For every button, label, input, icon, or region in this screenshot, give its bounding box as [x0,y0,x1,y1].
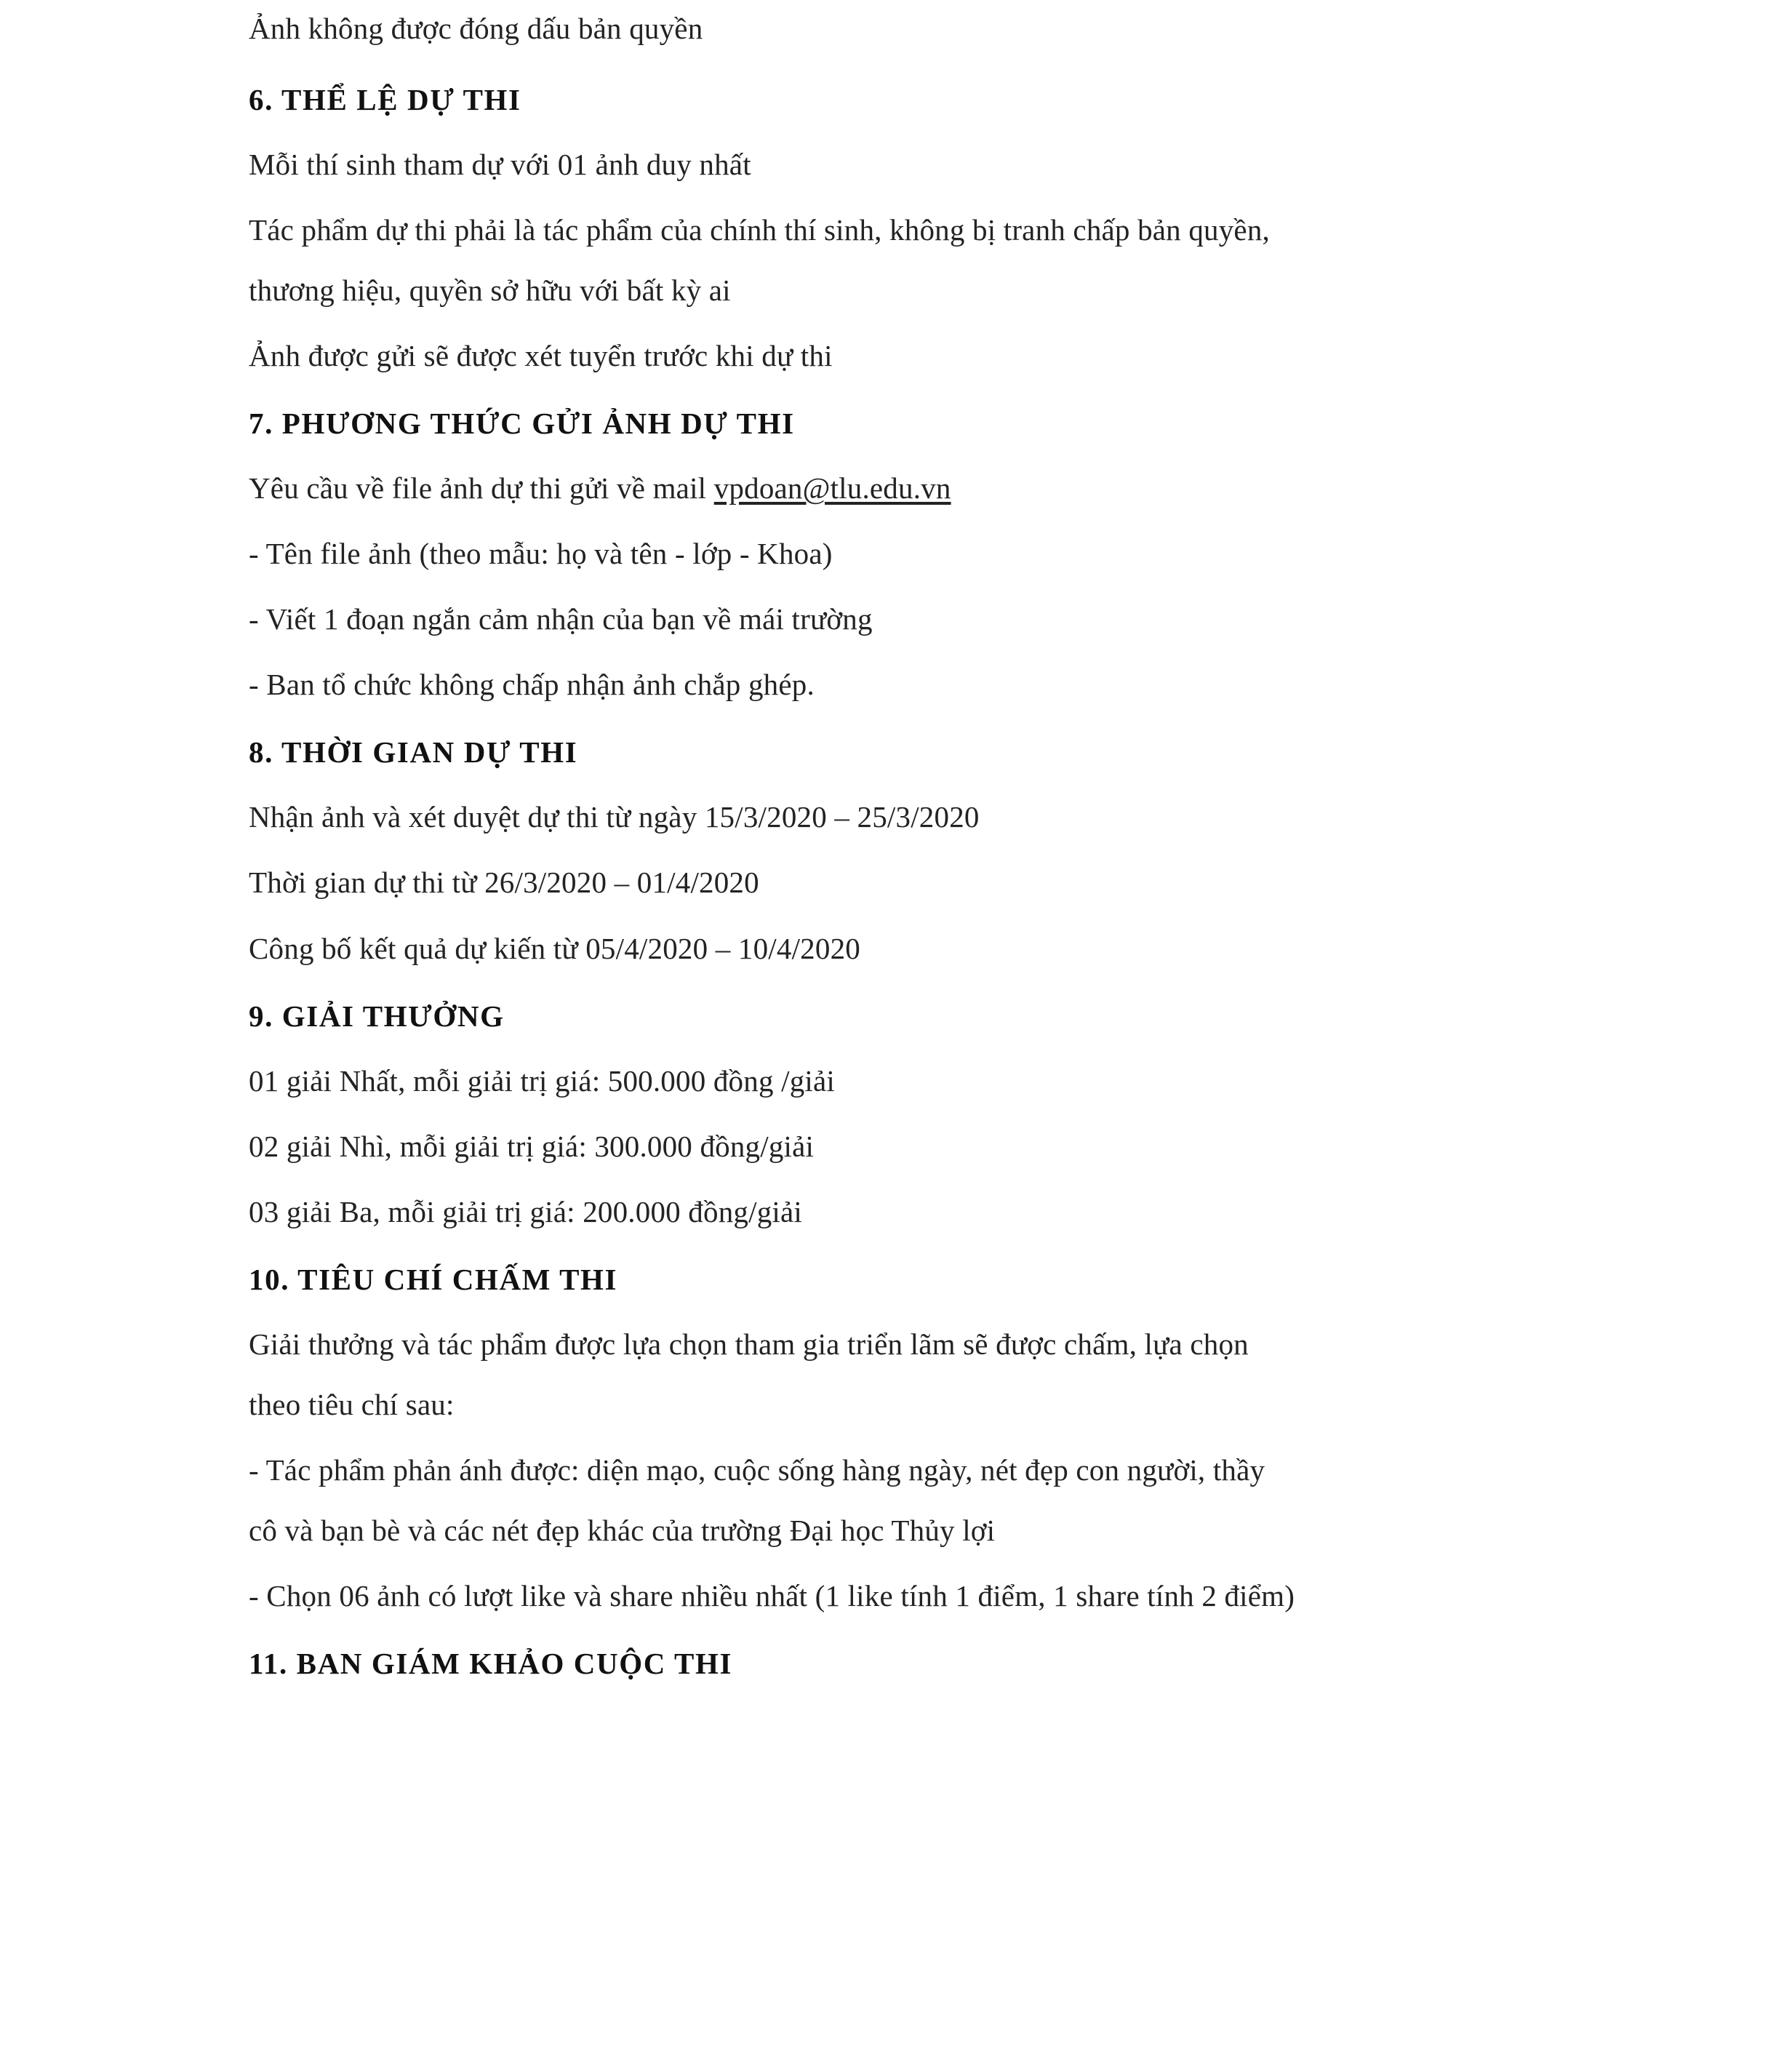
paragraph [240,538,1683,570]
paragraph [240,604,1683,635]
paragraph-line: thương hiệu, quyền sở hữu với bất kỳ ai [249,273,731,308]
paragraph [240,669,1683,700]
paragraph [240,340,1683,372]
section-heading-9: 9. GIẢI THƯỞNG [249,999,505,1033]
paragraph [240,1131,1683,1162]
section-heading-7: 7. PHƯƠNG THỨC GỬI ẢNH DỰ THI [249,407,795,441]
paragraph-line: - Tác phẩm phản ánh được: diện mạo, cuộc sống hàng ngày, nét đẹp con người, thầy [249,1452,1265,1487]
paragraph [240,215,1683,306]
paragraph-line: - Ban tổ chức không chấp nhận ảnh chắp ghép. [249,668,815,702]
paragraph-line: Giải thưởng và tác phẩm được lựa chọn tham gia triển lãm sẽ được chấm, lựa chọn [249,1327,1249,1361]
paragraph [240,802,1683,833]
paragraph-line: 02 giải Nhì, mỗi giải trị giá: 300.000 đồng/giải [249,1129,815,1163]
paragraph [240,1063,1683,1098]
paragraph-line: - Tên file ảnh (theo mẫu: họ và tên - lớp - Khoa) [249,537,833,571]
paragraph [240,149,1683,180]
paragraph-line: 01 giải Nhất, mỗi giải trị giá: 500.000 đồng /giải [249,1063,835,1098]
paragraph-line: - Chọn 06 ảnh có lượt like và share nhiều nhất (1 like tính 1 điểm, 1 share tính 2 điểm) [249,1578,1295,1613]
paragraph-line: - Viết 1 đoạn ngắn cảm nhận của bạn về mái trường [249,602,873,636]
mail-instruction-text: Yêu cầu về file ảnh dự thi gửi về mail [249,471,714,505]
paragraph [240,1578,1683,1613]
paragraph-line: Ảnh được gửi sẽ được xét tuyển trước khi dự thi [249,339,833,373]
paragraph-line: cô và bạn bè và các nét đẹp khác của trường Đại học Thủy lợi [249,1513,996,1547]
paragraph-line: Công bố kết quả dự kiến từ 05/4/2020 – 10/4/2020 [249,931,860,965]
paragraph [240,473,1683,504]
section-heading-6: 6. THỂ LỆ DỰ THI [249,83,521,117]
paragraph-line: 03 giải Ba, mỗi giải trị giá: 200.000 đồng/giải [249,1194,802,1228]
paragraph [240,867,1683,898]
section-heading-8: 8. THỜI GIAN DỰ THI [249,735,578,770]
top-note: Ảnh không được đóng dấu bản quyền [249,12,703,45]
paragraph-line: Tác phẩm dự thi phải là tác phẩm của chính thí sinh, không bị tranh chấp bản quyền, [249,213,1270,247]
paragraph-line: Thời gian dự thi từ 26/3/2020 – 01/4/2020 [249,866,759,900]
paragraph-line [249,473,1683,504]
email-link[interactable]: vpdoan@tlu.edu.vn [713,471,951,505]
paragraph [240,1329,1683,1420]
paragraph-line: theo tiêu chí sau: [249,1387,455,1421]
paragraph-line: Nhận ảnh và xét duyệt dự thi từ ngày 15/3/2020 – 25/3/2020 [249,800,980,834]
paragraph [240,1196,1683,1228]
section-heading-10: 10. TIÊU CHÍ CHẤM THI [249,1262,618,1296]
paragraph-line: Mỗi thí sinh tham dự với 01 ảnh duy nhất [249,148,751,182]
section-heading-11: 11. BAN GIÁM KHẢO CUỘC THI [249,1646,733,1680]
paragraph [240,933,1683,964]
paragraph [240,1452,1683,1547]
